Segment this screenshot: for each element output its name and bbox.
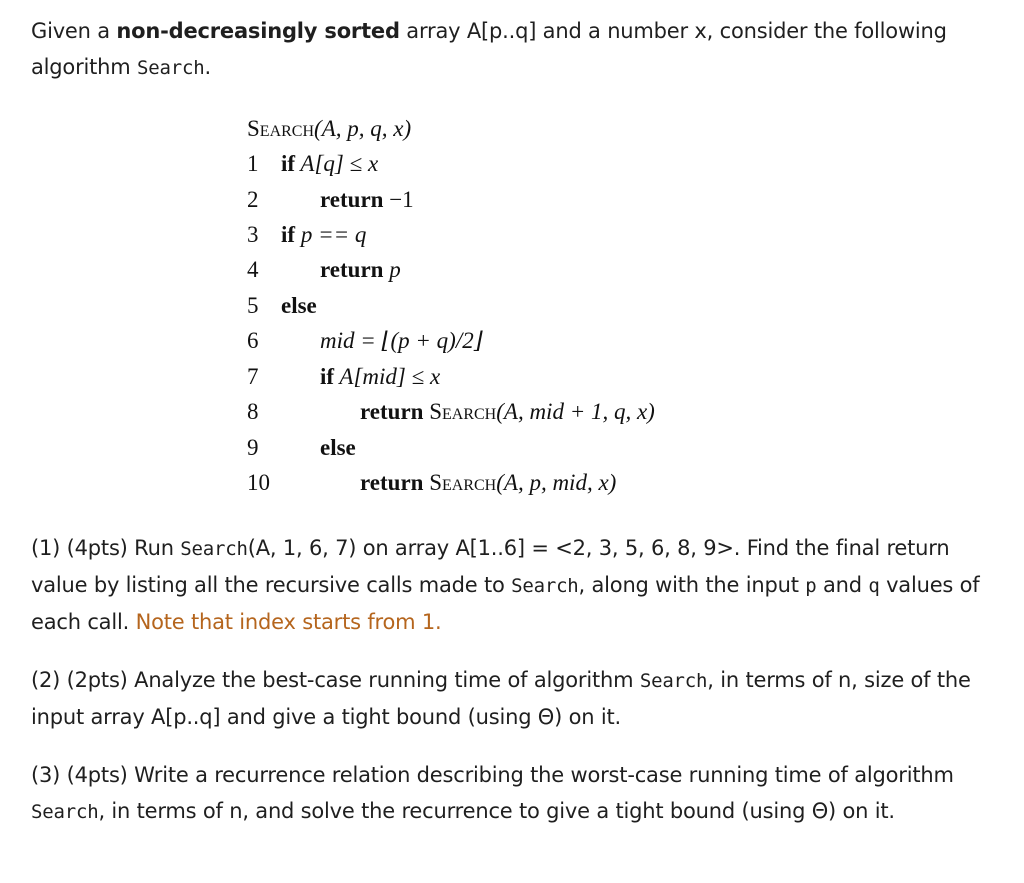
question-1 [31,530,991,640]
code-text: −1 [383,187,414,212]
intro-text: Given a [31,19,117,43]
line-number: 7 [247,364,259,389]
keyword: else [320,435,356,460]
intro-bold-text: non-decreasingly sorted [116,19,400,43]
pseudocode-line [247,147,378,181]
q1-code-p: p [805,575,817,597]
line-number: 5 [247,293,259,318]
q1-text: (1) (4pts) Run [31,536,181,560]
q1-code-search-2: Search [511,575,579,597]
pseudocode-line [247,289,317,323]
pseudocode-line [247,395,655,429]
q1-code-search: Search [180,538,248,560]
procedure-args: (A, p, q, x) [314,116,412,141]
code-text: p == q [295,222,367,247]
code-text: A[q] ≤ x [295,151,379,176]
intro-code-search: Search [137,57,205,79]
question-2 [31,662,991,735]
pseudocode-line [247,431,356,465]
code-text: (A, p, mid, x) [496,470,617,495]
line-number: 4 [247,257,259,282]
keyword: return [320,187,384,212]
q1-text-3: , along with the input [578,573,806,597]
line-number: 2 [247,187,259,212]
code-text: A[mid] ≤ x [334,364,441,389]
pseudocode-line [247,218,366,252]
intro-text-2: array A[p..q] and a number x, consider the following algorithm [31,19,947,79]
procedure-name: Search [429,470,497,495]
pseudocode-signature [247,112,411,146]
q2-text-2: , in terms of n, size of the input array A[p..q] and give a tight bound (using Θ) on it. [31,668,971,729]
keyword: if [281,222,296,247]
line-number: 10 [247,470,270,495]
code-text: p [383,257,401,282]
keyword: else [281,293,317,318]
q2-text: (2) (2pts) Analyze the best-case running time of algorithm [31,668,640,692]
q1-text-5: values of each call. [31,573,980,634]
procedure-name: Search [429,399,497,424]
code-text: mid = ⌊(p + q)/2⌋ [320,328,483,353]
pseudocode-line [247,253,401,287]
intro-paragraph [31,13,991,86]
pseudocode-line [247,466,616,500]
keyword: return [320,257,384,282]
q1-text-2: (A, 1, 6, 7) on array A[1..6] = <2, 3, 5, 6, 8, 9>. Find the final return value by listing all the recursive calls made to [31,536,950,597]
q1-note: Note that index starts from 1. [135,610,442,634]
keyword: if [320,364,335,389]
line-number: 1 [247,151,259,176]
line-number: 6 [247,328,259,353]
pseudocode-line [247,183,414,217]
q1-text-4: and [816,573,869,597]
pseudocode-line [247,360,440,394]
q3-text: (3) (4pts) Write a recurrence relation describing the worst-case running time of algorithm [31,763,954,787]
keyword: if [281,151,296,176]
q3-code-search: Search [31,801,99,823]
procedure-name: Search [247,116,315,141]
pseudocode-line [247,324,483,358]
intro-text-3: . [204,55,211,79]
keyword: return [360,399,424,424]
q2-code-search: Search [639,670,708,692]
question-3 [31,757,991,830]
keyword: return [360,470,424,495]
line-number: 8 [247,399,259,424]
line-number: 9 [247,435,259,460]
code-text: (A, mid + 1, q, x) [496,399,655,424]
line-number: 3 [247,222,259,247]
q1-code-q: q [868,575,880,597]
q3-text-2: , in terms of n, and solve the recurrence to give a tight bound (using Θ) on it. [98,799,895,823]
